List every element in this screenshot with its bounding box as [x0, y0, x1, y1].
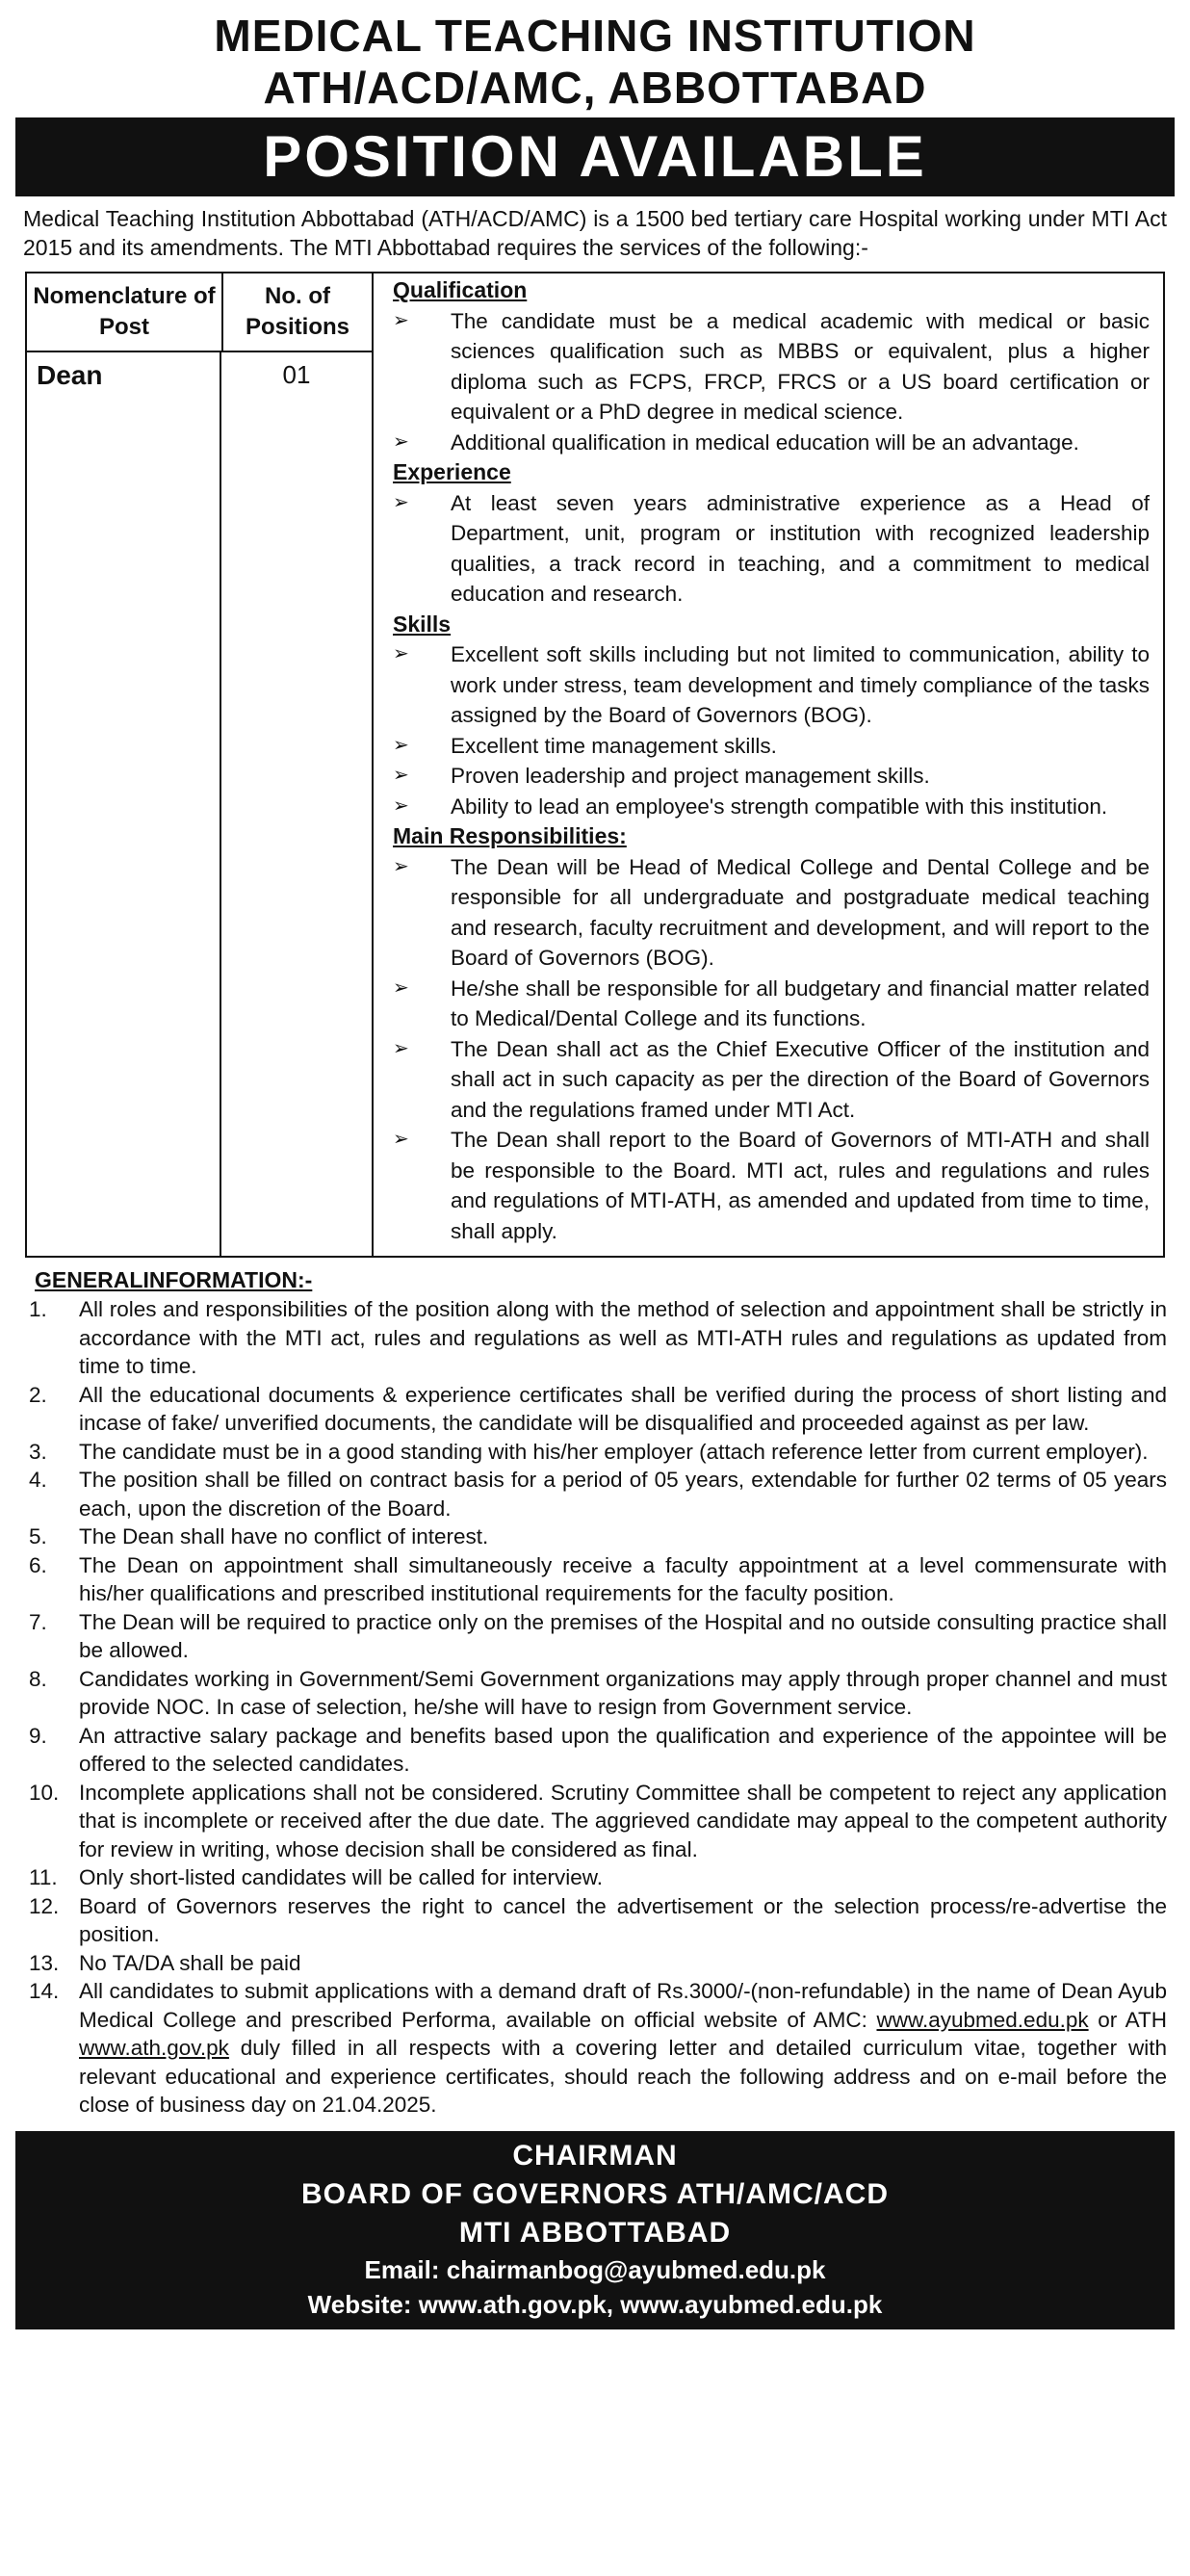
experience-heading: Experience: [393, 459, 511, 484]
list-item: [29, 1863, 1167, 1892]
item-text: An attractive salary package and benefits based upon the qualification and experience of the appointee will be offered to the selected candidates.: [79, 1723, 1167, 1776]
list-item: [29, 1295, 1167, 1381]
list-item: [393, 1125, 1150, 1246]
ath-website-link[interactable]: www.ath.gov.pk: [79, 2036, 229, 2060]
item-text: All roles and responsibilities of the position along with the method of selection and appointment shall be strictly in accordance with the MTI act, rules and regulations as well as MTI-ATH rules and regulations as updated from time to time.: [79, 1297, 1167, 1378]
list-item-text: Ability to lead an employee's strength compatible with this institution.: [451, 794, 1108, 819]
list-item: [29, 1722, 1167, 1779]
submission-text-3: duly filled in all respects with a covering letter and detailed curriculum vitae, together with relevant educational and experience certificates, should reach the following address and on e-mail before the close of business day on 21.04.2025.: [79, 2036, 1167, 2117]
item-text: Incomplete applications shall not be considered. Scrutiny Committee shall be competent to reject any application that is incomplete or received after the due date. The aggrieved candidate may appeal to the competent authority for review in writing, whose decision shall be considered as final.: [79, 1780, 1167, 1861]
list-item: [393, 974, 1150, 1034]
arrow-bullet-icon: ➢: [393, 765, 409, 786]
item-number: 10.: [29, 1780, 60, 1805]
list-item-text: The Dean shall act as the Chief Executive Officer of the institution and shall act in such capacity as per the direction of the Board of Governors and the regulations framed under MTI Act.: [451, 1036, 1150, 1122]
position-banner: POSITION AVAILABLE: [15, 117, 1175, 196]
experience-list: [393, 488, 1150, 610]
ayubmed-website-link[interactable]: www.ayubmed.edu.pk: [876, 2007, 1089, 2032]
list-item-text: At least seven years administrative experience as a Head of Department, unit, program or institution with recognized leadership qualities, a track record in teaching, and a commitment to medical education and research.: [451, 490, 1150, 606]
list-item-text: The candidate must be a medical academic with medical or basic sciences qualification such as MBBS or equivalent, plus a higher diploma such as FCPS, FRCP, FRCS or a US board certification or equivalent or a PhD degree in medical science.: [451, 308, 1150, 424]
list-item-text: The Dean will be Head of Medical College and Dental College and be responsible for all undergraduate and postgraduate medical teaching and research, faculty recruitment and development, and will report to the Board of Governors (BOG).: [451, 854, 1150, 970]
responsibilities-list: [393, 852, 1150, 1247]
list-item-text: The Dean shall report to the Board of Governors of MTI-ATH and shall be responsible to the Board. MTI act, rules and regulations and rules and regulations of MTI-ATH, as amended and updated from time to time, shall apply.: [451, 1128, 1150, 1243]
list-item: [29, 1551, 1167, 1608]
item-number: 11.: [29, 1865, 58, 1889]
list-item-text: Excellent soft skills including but not limited to communication, ability to work under stress, team development and timely compliance of the tasks assigned by the Board of Governors (BOG).: [451, 642, 1150, 727]
list-item: [393, 852, 1150, 974]
submission-text-1: All candidates to submit applications with a demand draft of Rs.3000/-(non-refundable) in the name of Dean Ayub Medical College and prescribed Performa, available on official website of AMC:: [79, 1979, 1167, 2032]
item-text: The candidate must be in a good standing with his/her employer (attach reference letter from current employer).: [79, 1439, 1149, 1464]
qualification-heading: Qualification: [393, 277, 528, 302]
arrow-bullet-icon: ➢: [393, 1129, 409, 1150]
submission-text-2: or ATH: [1098, 2007, 1167, 2032]
arrow-bullet-icon: ➢: [393, 794, 409, 817]
arrow-bullet-icon: ➢: [393, 491, 409, 513]
item-number: 6.: [29, 1552, 47, 1577]
footer-chairman: CHAIRMAN: [512, 2139, 678, 2172]
arrow-bullet-icon: ➢: [393, 1037, 409, 1059]
list-item: [393, 488, 1150, 610]
item-text: The Dean on appointment shall simultaneously receive a faculty appointment at a level commensurate with his/her qualifications and prescribed institutional requirements for the faculty position.: [79, 1552, 1167, 1605]
general-info-heading: GENERALINFORMATION:-: [35, 1267, 313, 1292]
item-number: 13.: [29, 1950, 60, 1975]
list-item: [29, 1438, 1167, 1467]
footer-email: Email: chairmanbog@ayubmed.edu.pk: [364, 2254, 826, 2284]
col-nomenclature-header: Nomenclature of Post: [27, 273, 223, 351]
arrow-bullet-icon: ➢: [393, 976, 409, 999]
item-number: 8.: [29, 1666, 47, 1691]
item-number: 1.: [29, 1297, 47, 1321]
item-text: The position shall be filled on contract basis for a period of 05 years, extendable for further 02 terms of 05 years each, upon the discretion of the Board.: [79, 1468, 1167, 1521]
item-number: 2.: [29, 1382, 47, 1407]
item-text: All the educational documents & experience certificates shall be verified during the process of short listing and incase of fake/ unverified documents, the candidate will be disqualified and proceeded against as per law.: [79, 1382, 1167, 1435]
list-item: [29, 1949, 1167, 1978]
arrow-bullet-icon: ➢: [393, 643, 409, 664]
item-text: The Dean shall have no conflict of interest.: [79, 1524, 489, 1548]
list-item-text: Additional qualification in medical education will be an advantage.: [451, 429, 1079, 455]
list-item-text: Proven leadership and project management skills.: [451, 764, 930, 788]
item-number: 5.: [29, 1524, 47, 1548]
footer-contact-block: [15, 2131, 1175, 2329]
arrow-bullet-icon: ➢: [393, 309, 409, 331]
list-item: [29, 1608, 1167, 1665]
list-item-text: He/she shall be responsible for all budgetary and financial matter related to Medical/Dental College and its functions.: [451, 976, 1150, 1030]
item-text: Only short-listed candidates will be called for interview.: [79, 1865, 603, 1889]
list-item: [29, 1665, 1167, 1722]
item-number: 9.: [29, 1723, 47, 1748]
position-details-box: [25, 272, 1165, 1258]
item-text: [79, 1977, 1167, 2120]
footer-board: BOARD OF GOVERNORS ATH/AMC/ACD: [301, 2177, 889, 2210]
list-item: [29, 1381, 1167, 1438]
arrow-bullet-icon: ➢: [393, 855, 409, 877]
institution-name: MEDICAL TEACHING INSTITUTION: [214, 11, 976, 61]
list-item: [29, 1779, 1167, 1864]
list-item: [393, 306, 1150, 428]
post-name: Dean: [27, 352, 221, 1256]
list-item: [393, 731, 1150, 762]
list-item: [29, 1522, 1167, 1551]
footer-website: Website: www.ath.gov.pk, www.ayubmed.edu.pk: [307, 2289, 883, 2319]
skills-heading: Skills: [393, 611, 452, 637]
col-positions-header: No. of Positions: [245, 283, 349, 340]
item-number: 7.: [29, 1609, 47, 1634]
list-item: [393, 1034, 1150, 1126]
list-item: [393, 792, 1150, 822]
footer-mti: MTI ABBOTTABAD: [458, 2216, 732, 2249]
arrow-bullet-icon: ➢: [393, 430, 409, 453]
general-info-list: [29, 1295, 1167, 2120]
post-table: [27, 273, 374, 1256]
post-requirements: [374, 273, 1163, 1256]
arrow-bullet-icon: ➢: [393, 734, 409, 756]
responsibilities-heading: Main Responsibilities:: [393, 823, 627, 848]
intro-paragraph: Medical Teaching Institution Abbottabad (ATH/ACD/AMC) is a 1500 bed tertiary care Hospital working under MTI Act 2015 and its amendments. The MTI Abbottabad requires the services of the following:-: [23, 206, 1167, 260]
advertisement: [15, 10, 1175, 2329]
list-item: [393, 761, 1150, 792]
item-number: 12.: [29, 1893, 60, 1918]
qualification-list: [393, 306, 1150, 458]
item-number: 4.: [29, 1468, 47, 1492]
list-item: [29, 1977, 1167, 2120]
skills-list: [393, 639, 1150, 821]
post-table-row: [27, 352, 374, 1256]
item-text: Board of Governors reserves the right to cancel the advertisement or the selection process/re-advertise the position.: [79, 1893, 1167, 1946]
list-item: [393, 639, 1150, 731]
item-number: 14.: [29, 1979, 60, 2003]
list-item: [29, 1892, 1167, 1949]
list-item: [393, 428, 1150, 458]
item-text: No TA/DA shall be paid: [79, 1950, 301, 1975]
list-item-text: Excellent time management skills.: [451, 733, 777, 758]
item-text: Candidates working in Government/Semi Government organizations may apply through proper channel and must provide NOC. In case of selection, he/she will have to resign from Government service.: [79, 1666, 1167, 1719]
list-item: [29, 1466, 1167, 1522]
post-table-header: [27, 273, 374, 352]
item-text: The Dean will be required to practice only on the premises of the Hospital and no outside consulting practice shall be allowed.: [79, 1609, 1167, 1662]
post-count: 01: [282, 360, 311, 389]
item-number: 3.: [29, 1439, 47, 1464]
institution-location: ATH/ACD/AMC, ABBOTTABAD: [263, 63, 927, 113]
